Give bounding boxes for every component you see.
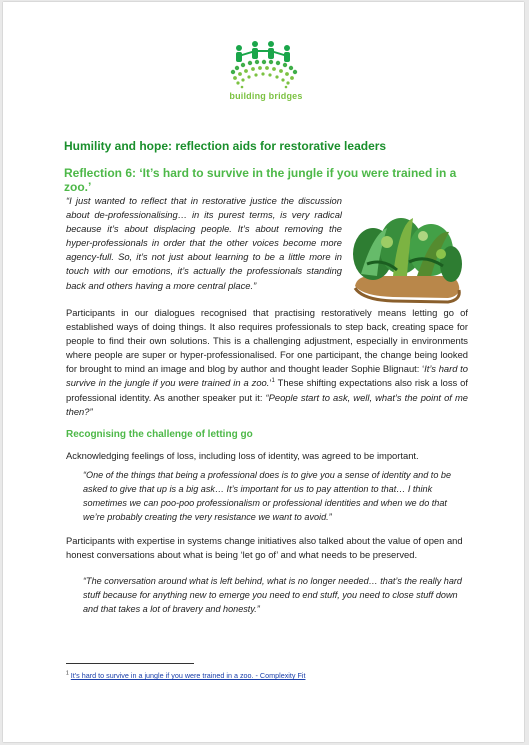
reflection-subtitle: Reflection 6: ‘It’s hard to survive in the jungle if you were trained in a zoo.’ (64, 166, 457, 194)
paragraph-1 (66, 306, 468, 419)
opening-quote: “I just wanted to reflect that in restorative justice the discussion about de-professionalising… in its purest terms, is very radical because it’s about displacing people. It’s about removing the hyper-professionals in order that the other voices become more agency-full. So, it’s not just about learning to be a little more in touch with our emotions, it’s actually the professionals standing back and others having a more central place.” (66, 195, 342, 291)
paragraph-1-text-b: ’ (269, 377, 272, 389)
footnote (66, 671, 466, 680)
paragraph-2: Acknowledging feelings of loss, including loss of identity, was agreed to be important. (66, 450, 419, 461)
paragraph-1-text-c: These shifting expectations also risk a loss of professional identity. As another speaker put it: (66, 377, 468, 403)
footnote-divider (66, 663, 194, 664)
block-quote-3: “The conversation around what is left behind, what is no longer needed… that’s the really hard stuff because for anything new to emerge you need to end stuff, you need to close stuff down and that takes a lot of bravery and honesty.” (83, 576, 462, 614)
paragraph-1-text-a: Participants in our dialogues recognised that practising restoratively means letting go of established ways of doing things. It also requires professionals to step back, creating space for people to find their own solutions. This is a challenging adjustment, especially in environments where people are super or hyper-professionalised. For one participant, the change being looked for brought to mind an image and blog by author and thought leader Sophie Blignaut: ‘ (66, 307, 468, 375)
paragraph-3: Participants with expertise in systems change initiatives also talked about the value of open and honest conversations about what is being ‘let go of’ and what needs to be preserved. (66, 535, 463, 561)
section-heading: Recognising the challenge of letting go (66, 429, 253, 440)
footnote-number: 1 (66, 670, 69, 677)
footnote-reference[interactable]: 1 (271, 378, 275, 385)
paragraph-1-blog-title: It’s hard to survive in the jungle if you were trained in a zoo. (66, 363, 468, 389)
paragraph-1-speaker-quote: “People start to ask, well, what’s the point of me then?” (66, 391, 468, 417)
document-page (3, 2, 524, 742)
document-title: Humility and hope: reflection aids for restorative leaders (64, 139, 387, 153)
footnote-link[interactable]: It's hard to survive in a jungle if you were trained in a zoo. - Complexity Fit (70, 671, 306, 680)
logo-text: building bridges (229, 91, 303, 101)
block-quote-2: “One of the things that being a professional does is to give you a sense of identity and to be asked to give that up is a big ask… It’s important for us to pay attention to that… I think sometimes we can poo-poo professionalism or professional identities and when we do that we’re probably creating the very resistance we want to avoid.” (83, 470, 452, 522)
jungle-shoe-illustration (353, 214, 463, 304)
